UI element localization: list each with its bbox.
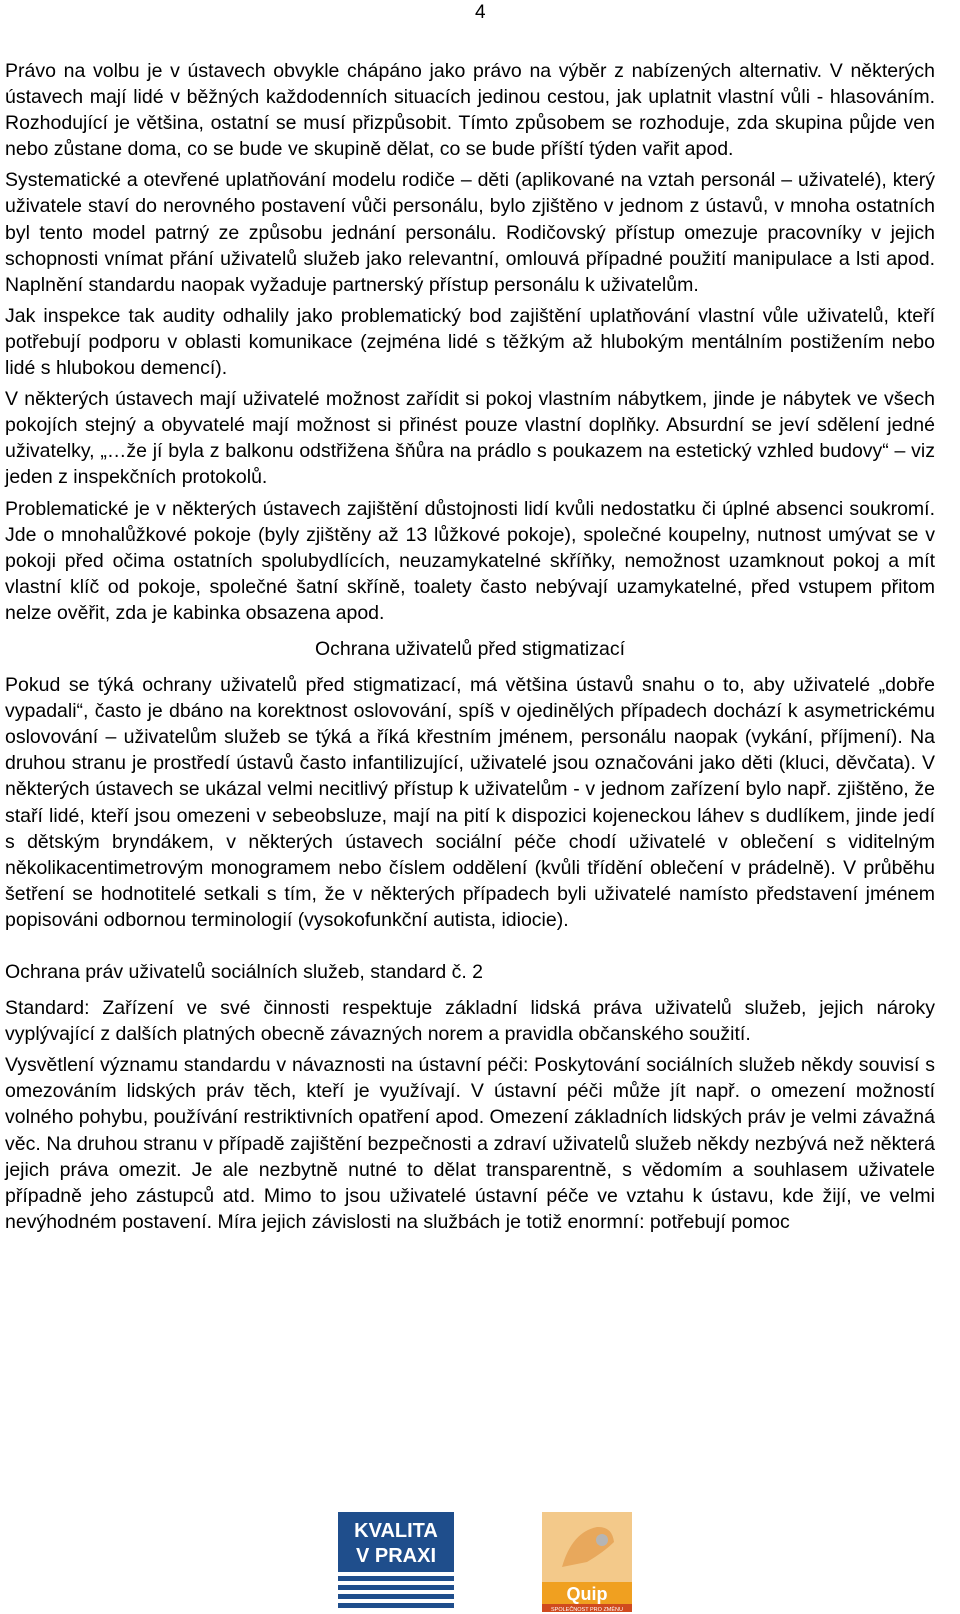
- paragraph: Vysvětlení významu standardu v návaznosti na ústavní péči: Poskytování sociálních služeb někdy souvisí s omezováním lidských práv těch, kteří je využívají. V ústavní péči může jít např. o omezení možností volného pohybu, používání restriktivních opatření apod. Omezení základních lidských práv je velmi závažná věc. Na druhou stranu v případě zajištění bezpečnosti a zdraví uživatelů služeb někdy nezbývá než některá jejich práva omezit. Je ale nezbytně nutné to dělat transparentně, s vědomím a souhlasem uživatele případně jeho zástupců atd. Mimo to jsou uživatelé ústavní péče ve vztahu k ústavu, kde žijí, ve velmi nevýhodném postavení. Míra jejich závislosti na službách je totiž enormní: potřebují pomoc: [5, 1054, 936, 1233]
- paragraph: Právo na volbu je v ústavech obvykle chápáno jako právo na výběr z nabízených alternativ. V některých ústavech mají lidé v běžných každodenních situacích jedinou cestou, jak uplatnit vlastní vůli - hlasováním. Rozhodující je většina, ostatní se musí přizpůsobit. Tímto způsobem se rozhoduje, zda skupina půjde ven nebo zůstane doma, co se bude ve skupině dělat, co se bude příští týden vařit apod.: [5, 60, 935, 161]
- paragraph: Problematické je v některých ústavech zajištění důstojnosti lidí kvůli nedostatku či úplné absenci soukromí. Jde o mnohalůžkové pokoje (byly zjištěny až 13 lůžkové pokoje), společné koupelny, nutnost umývat se v pokoji před očima ostatních spolubydlících, neuzamykatelné skříňky, nemožnost uzamknout pokoj a mít vlastní klíč od pokoje, společné šatní skříně, toalety často nebývají uzamykatelné, před vstupem přitom nelze ověřit, zda je kabinka obsazena apod.: [5, 497, 935, 624]
- kvalita-logo-line2: V PRAXI: [355, 1545, 437, 1567]
- footer: [0, 1510, 960, 1614]
- paragraph: Pokud se týká ochrany uživatelů před stigmatizací, má většina ústavů snahu o to, aby uživatelé „dobře vypadali“, často je dbáno na korektnost oslovování, spíš v ojedinělých případech dochází k asymetrickému oslovování – uživatelům služeb se týká a říká křestním jménem, personálu naopak (vykání, příjmení). Na druhou stranu je prostředí ústavů často infantilizující, uživatelé jsou označováni jako děti (kluci, děvčata). V některých ústavech se ukázal velmi necitlivý přístup k uživatelům - v jednom zařízení bylo např. zjištěno, že staří lidé, kteří jsou omezeni v sebeobsluze, mají na pití k dispozici kojeneckou láhev s dudlíkem, jinde jedí s dětským bryndákem, v některých ústavech sociální péče chodí uživatelé v oblečení s viditelným několikacentimetrovým monogramem nebo číslem oddělení (kvůli třídění oblečení v prádelně). V průběhu šetření se hodnotitelé setkali s tím, že v některých případech byli uživatelé namísto představení jménem popisováni odbornou terminologií (vysokofunkční autista, idiocie).: [5, 674, 935, 931]
- paragraph: Jak inspekce tak audity odhalily jako problematický bod zajištění uplatňování vlastní vůle uživatelů, kteří potřebují podporu v oblasti komunikace (zejména lidé s těžkým až hlubokým mentálním postižením nebo lidé s hlubokou demencí).: [5, 304, 935, 380]
- standard-heading: Ochrana práv uživatelů sociálních služeb, standard č. 2: [5, 961, 484, 983]
- document-body: [5, 58, 935, 1235]
- paragraph: Systematické a otevřené uplatňování modelu rodiče – děti (aplikované na vztah personál – uživatelé), který uživatele staví do nerovného postavení vůči personálu, bylo zjištěno v jednom z ústavů, v mnoha ostatních byl tento model patrný ze způsobu jednání personálu. Rodičovský přístup omezuje pracovníky v jejich schopnosti vnímat přání uživatelů služeb jako relevantní, omlouvá případné použití manipulace a lsti apod. Naplnění standardu naopak vyžaduje partnerský přístup personálu k uživatelům.: [5, 169, 935, 296]
- quip-logo-tagline: SPOLEČNOST PRO ZMĚNU: [550, 1607, 624, 1612]
- kvalita-logo-line1: KVALITA: [354, 1520, 438, 1542]
- quip-logo: [542, 1512, 632, 1612]
- kvalita-logo-stripes: [338, 1576, 454, 1608]
- coin-icon: [596, 1534, 608, 1546]
- kvalita-v-praxi-logo: [336, 1512, 456, 1608]
- paragraph: V některých ústavech mají uživatelé možnost zařídit si pokoj vlastním nábytkem, jinde je nábytek ve všech pokojích stejný a obyvatelé mají možnost si přinést pouze vlastní doplňky. Absurdní se jeví sdělení jedné uživatelky, „…že jí byla z balkonu odstřižena šňůra na prádlo s poukazem na estetický vzhled budovy“ – viz jeden z inspekčních protokolů.: [5, 388, 935, 489]
- section-heading: Ochrana uživatelů před stigmatizací: [315, 637, 625, 660]
- quip-logo-text: Quip: [566, 1584, 608, 1604]
- paragraph: Standard: Zařízení ve své činnosti respektuje základní lidská práva uživatelů služeb, jejich nároky vyplývající z dalších platných obecně závazných norem a pravidla občanského soužití.: [5, 997, 935, 1046]
- page-number: 4: [475, 2, 486, 23]
